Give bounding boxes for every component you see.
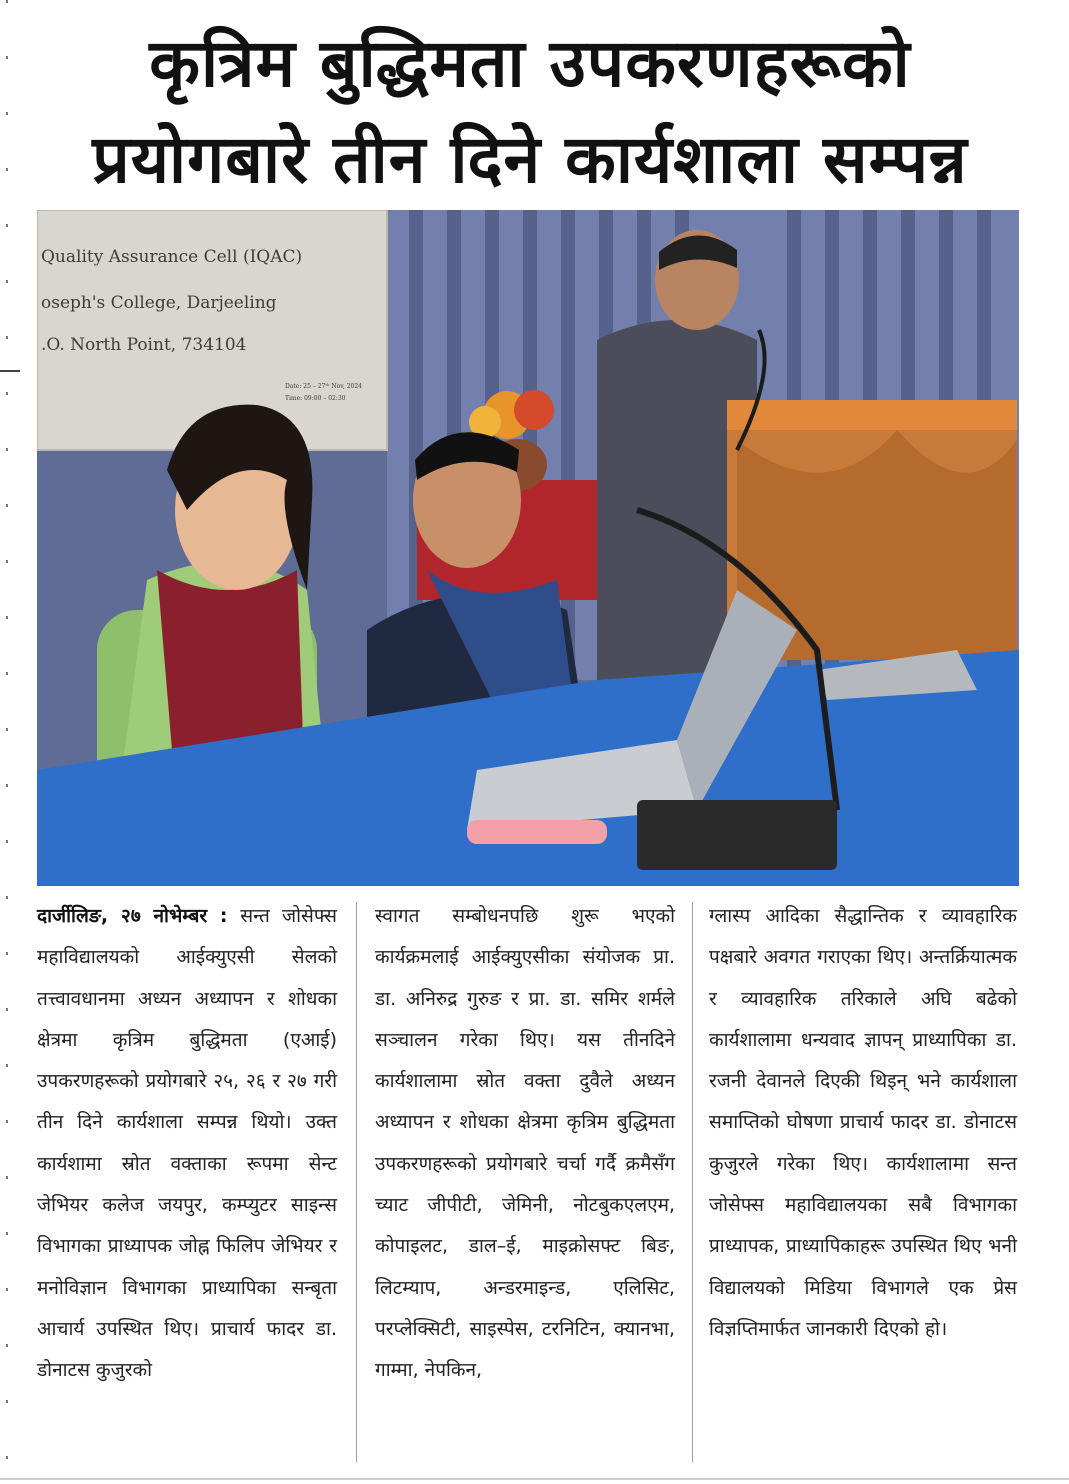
column-divider-1 (356, 902, 357, 1462)
headline-line-1: कृत्रिम बुद्धिमता उपकरणहरूको (149, 25, 911, 102)
column-3-text: ग्लास्प आदिका सैद्धान्तिक र व्यावहारिक पक्षबारे अवगत गराएका थिए। अन्तर्क्रियात्मक र व्यावहारिक तरिकाले अघि बढेको कार्यशालामा धन्यवाद ज्ञापन् प्राध्यापिका डा. रजनी देवानले दिएकी थिइन् भने कार्यशाला समाप्तिको घोषणा प्राचार्य फादर डा. डोनाटस कुजुरले गरेका थिए। कार्यशालामा सन्त जोसेफ्स महाविद्यालयका सबै विभागका प्राध्यापक, प्राध्यापिकाहरू उपस्थित थिए भनी विद्यालयको मिडिया विभागले एक प्रेस विज्ञप्तिमार्फत जानकारी दिएको हो। (709, 905, 1017, 1340)
headline-line-2: प्रयोगबारे तीन दिने कार्यशाला सम्पन्न (92, 121, 968, 198)
column-1-text: सन्त जोसेफ्स महाविद्यालयको आईक्युएसी सेलको तत्त्वावधानमा अध्यन अध्यापन र शोधका क्षेत्रमा कृत्रिम बुद्धिमता (एआई) उपकरणहरूको प्रयोगबारे २५, २६ र २७ गरी तीन दिने कार्यशाला सम्पन्न थियो। उक्त कार्यशामा स्रोत वक्ताका रूपमा सेन्ट जेभियर कलेज जयपुर, कम्प्युटर साइन्स विभागका प्राध्यापक जोह्न फिलिप जेभियर र मनोविज्ञान विभागका प्राध्यापिका सन्बृता आचार्य उपस्थित थिए। प्राचार्य फादर डा. डोनाटस कुजुरको (37, 905, 338, 1382)
screen-date: Date: 25 – 27ᵗʰ Nov, 2024 (285, 383, 362, 390)
news-photo (37, 210, 1019, 886)
photo-illustration (37, 210, 1019, 886)
column-2-text: स्वागत सम्बोधनपछि शुरू भएको कार्यक्रमलाई आईक्युएसीका संयोजक प्रा. डा. अनिरुद्र गुरुङ र प्रा. डा. समिर शर्मले सञ्चालन गरेका थिए। यस तीनदिने कार्यशालामा स्रोत वक्ता दुवैले अध्यन अध्यापन र शोधका क्षेत्रमा कृत्रिम बुद्धिमता उपकरणहरूको प्रयोगबारे चर्चा गर्दै क्रमैसँग च्याट जीपीटी, जेमिनी, नोटबुकएलएम, कोपाइलट, डाल–ई, माइक्रोसफ्ट बिङ, लिटम्याप, अन्डरमाइन्ड, एलिसिट, परप्लेक्सिटी, साइस्पेस, टरनिटिन, क्यानभा, गाम्मा, नेपकिन, (375, 905, 675, 1382)
page-edge-ruler (6, 0, 8, 1484)
article-column-1 (37, 896, 337, 1392)
article-body (37, 896, 1027, 1476)
headline (30, 14, 1030, 206)
article-column-3 (709, 896, 1017, 1350)
screen-time: Time: 09:00 – 02:30 (285, 395, 346, 402)
page-edge-mark (0, 370, 20, 372)
column-divider-2 (692, 902, 693, 1462)
screen-line-1: Quality Assurance Cell (IQAC) (41, 247, 303, 267)
screen-line-3: .O. North Point, 734104 (41, 335, 247, 355)
screen-line-2: oseph's College, Darjeeling (41, 293, 277, 313)
bottom-rule (0, 1478, 1069, 1480)
phone (467, 820, 607, 844)
dateline: दार्जीलिङ, २७ नोभेम्बर : (37, 905, 241, 927)
article-column-2 (375, 896, 675, 1392)
